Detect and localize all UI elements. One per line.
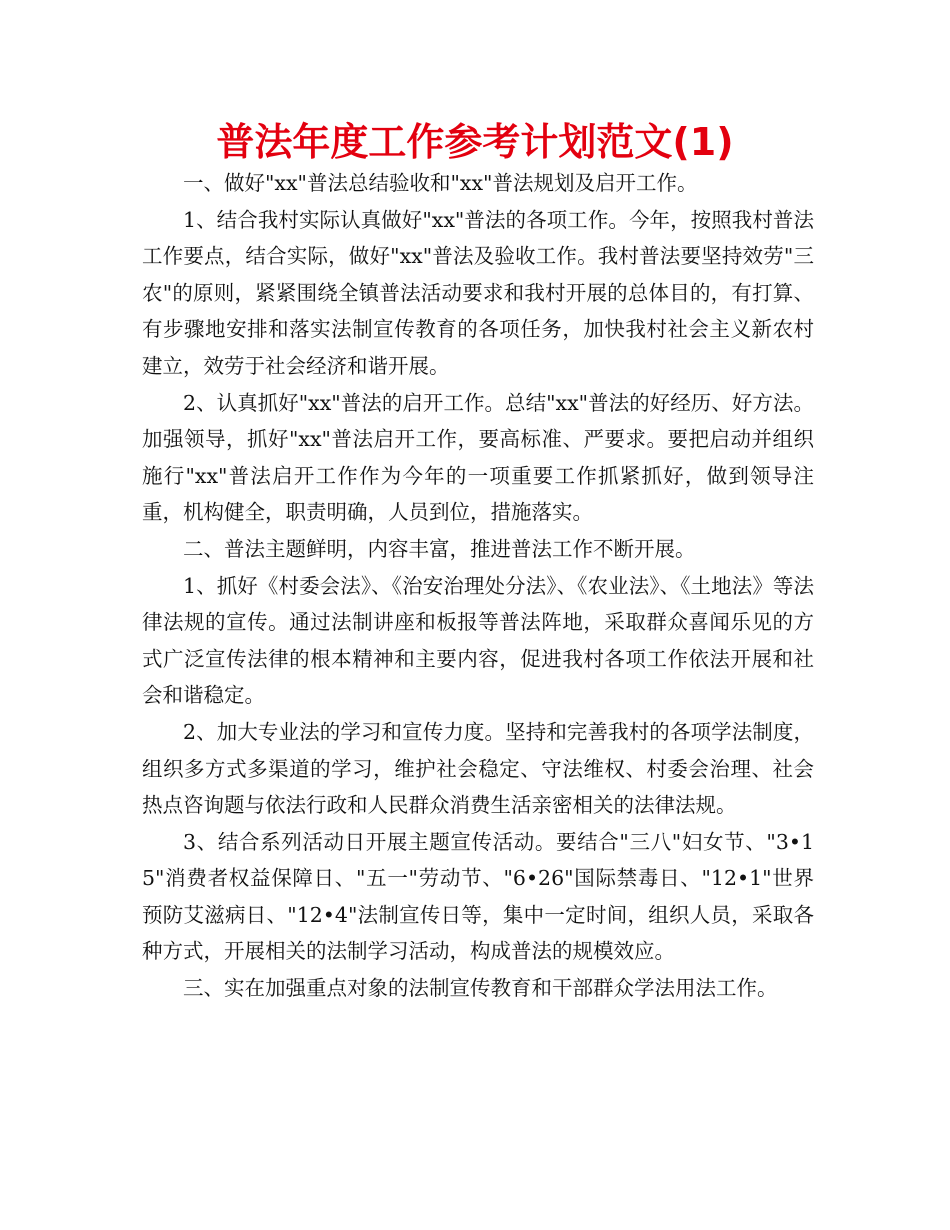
paragraph-section-2-item-1: 1、抓好《村委会法》、《治安治理处分法》、《农业法》、《土地法》等法律法规的宣传。通过法制讲座和板报等普法阵地，采取群众喜闻乐见的方式广泛宣传法律的根本精神和主要内容，促进我村各项工作依法开展和社会和谐稳定。 [142,573,814,708]
paragraph-section-3-heading: 三、实在加强重点对象的法制宣传教育和干部群众学法用法工作。 [183,976,778,1001]
document-title: 普法年度工作参考计划范文(1) [216,120,734,164]
paragraph-section-1-heading: 一、做好"xx"普法总结验收和"xx"普法规划及启开工作。 [183,171,698,195]
paragraph-section-1-item-1: 1、结合我村实际认真做好"xx"普法的各项工作。今年，按照我村普法工作要点，结合实际，做好"xx"普法及验收工作。我村普法要坚持效劳"三农"的原则，紧紧围绕全镇普法活动要求和我村开展的总体目的，有打算、有步骤地安排和落实法制宣传教育的各项任务，加快我村社会主义新农村建立，效劳于社会经济和谐开展。 [142,207,814,378]
paragraph-section-2-item-2: 2、加大专业法的学习和宣传力度。坚持和完善我村的各项学法制度，组织多方式多渠道的学习，维护社会稳定、守法维权、村委会治理、社会热点咨询题与依法行政和人民群众消费生活亲密相关的法律法规。 [142,719,814,818]
paragraph-section-2-item-3: 3、结合系列活动日开展主题宣传活动。要结合"三八"妇女节、"3•15"消费者权益保障日、"五一"劳动节、"6•26"国际禁毒日、"12•1"世界预防艾滋病日、"12•4"法制宣传日等，集中一定时间，组织人员，采取各种方式，开展相关的法制学习活动，构成普法的规模效应。 [142,829,814,964]
paragraph-section-2-heading: 二、普法主题鲜明，内容丰富，推进普法工作不断开展。 [183,536,696,561]
document-body [142,165,814,1007]
paragraph-section-1-item-2: 2、认真抓好"xx"普法的启开工作。总结"xx"普法的好经历、好方法。加强领导，抓好"xx"普法启开工作，要高标准、严要求。要把启动并组织施行"xx"普法启开工作作为今年的一项重要工作抓紧抓好，做到领导注重，机构健全，职责明确，人员到位，措施落实。 [142,390,814,525]
